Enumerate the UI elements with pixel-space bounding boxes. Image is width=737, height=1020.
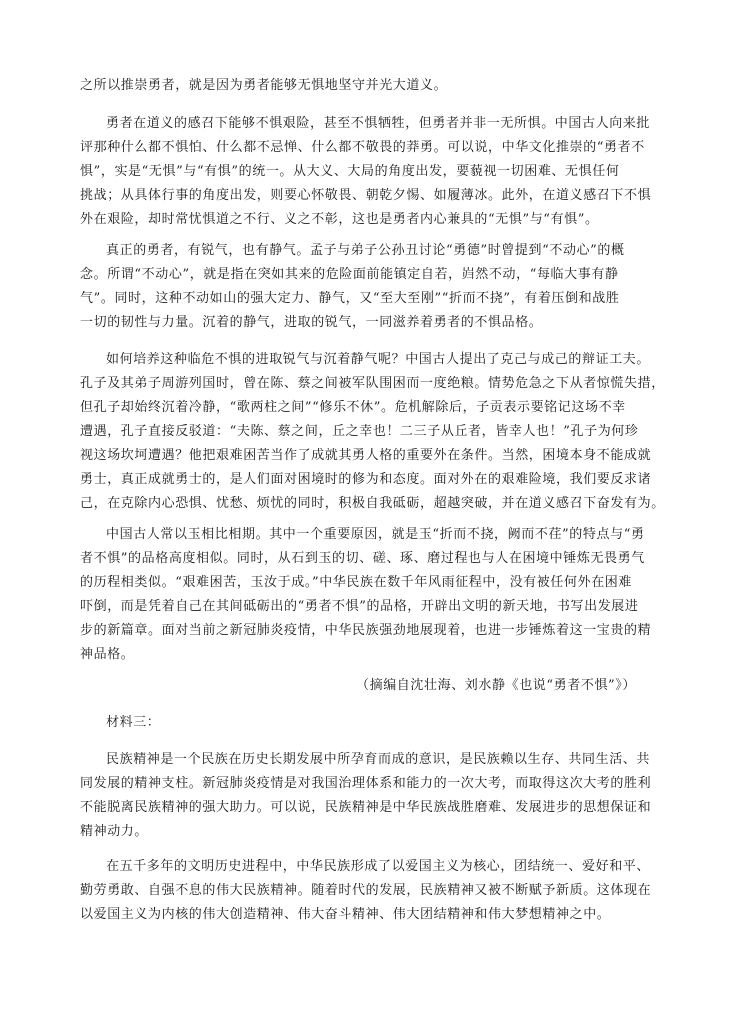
text-line: 一切的韧性与力量。沉着的静气，进取的锐气，一同滋养着勇者的不惧品格。 <box>80 315 543 330</box>
text-line: 之所以推崇勇者，就是因为勇者能够无惧地坚守并光大道义。 <box>80 78 448 93</box>
text-line: 勇士，真正成就勇士的，是人们面对困境时的修为和态度。面对外在的艰难险境，我们要反求诸 <box>80 472 652 487</box>
text-line: 精神动力。 <box>80 824 149 839</box>
text-line: 己，在克除内心恐惧、忧愁、烦忧的同时，积极自我砥砺，超越突破，并在道义感召下奋发有为。 <box>80 496 665 511</box>
text-line: 民族精神是一个民族在历史长期发展中所孕育而成的意识，是民族赖以生存、共同生活、共 <box>106 752 651 767</box>
text-line: 不能脱离民族精神的强大助力。可以说，民族精神是中华民族战胜磨难、发展进步的思想保证和 <box>80 800 652 815</box>
text-line: 念。所谓“不动心”，就是指在突如其来的危险面前能镇定自若，岿然不动，“每临大事有静 <box>80 267 619 282</box>
text-line: 真正的勇者，有锐气，也有静气。孟子与弟子公孙丑讨论“勇德”时曾提到“不动心”的概 <box>106 243 625 258</box>
text-line: 视这场坎坷遭遇？他把艰难困苦当作了成就其勇人格的重要外在条件。当然，困境本身不能成就 <box>80 448 652 463</box>
text-line: 勇者在道义的感召下能够不惧艰险，甚至不惧牺牲，但勇者并非一无所惧。中国古人向来批 <box>106 116 651 131</box>
text-line: 但孔子却始终沉着冷静，“歌两柱之间”“修乐不休”。危机解除后，子贡表示要铭记这场不幸 <box>80 400 626 415</box>
text-line: 的历程相类似。“艰难困苦，玉汝于成。”中华民族在数千年风雨征程中，没有被任何外在困难 <box>80 575 632 590</box>
text-line: 在五千多年的文明历史进程中，中华民族形成了以爱国主义为核心，团结统一、爱好和平、 <box>106 859 651 874</box>
text-line: 神品格。 <box>80 647 135 662</box>
source-citation: （摘编自沈壮海、刘水静《也说“勇者不惧”》） <box>356 678 636 693</box>
text-line: 中国古人常以玉相比相期。其中一个重要原因，就是玉“折而不挠，阙而不荏”的特点与“勇 <box>106 527 645 542</box>
text-line: 勤劳勇敢、自强不息的伟大民族精神。随着时代的发展，民族精神又被不断赋予新质。这体现在 <box>80 883 652 898</box>
section-heading: 材料三： <box>106 715 161 730</box>
text-line: 步的新篇章。面对当前之新冠肺炎疫情，中华民族强劲地展现着，也进一步锤炼着这一宝贵的精 <box>80 623 652 638</box>
text-line: 遭遇，孔子直接反驳道：“夫陈、蔡之间，丘之幸也！二三子从丘者，皆幸人也！”孔子为何珍 <box>80 424 639 439</box>
text-line: 外在艰险，却时常忧惧道之不行、义之不彰，这也是勇者内心兼具的“无惧”与“有惧”。 <box>80 212 599 227</box>
text-line: 气”。同时，这种不动如山的强大定力、静气，又“至大至刚”“折而不挠”，有着压倒和战胜 <box>80 291 620 306</box>
text-line: 孔子及其弟子周游列国时，曾在陈、蔡之间被军队围困而一度绝粮。情势危急之下从者惊慌失措， <box>80 376 665 391</box>
text-line: 者不惧”的品格高度相似。同时，从石到玉的切、磋、琢、磨过程也与人在困境中锤炼无畏勇气 <box>80 551 645 566</box>
text-line: 如何培养这种临危不惧的进取锐气与沉着静气呢？中国古人提出了克己与成己的辩证工夫。 <box>106 352 651 367</box>
text-line: 同发展的精神支柱。新冠肺炎疫情是对我国治理体系和能力的一次大考，而取得这次大考的胜利 <box>80 776 652 791</box>
text-line: 评那种什么都不惧怕、什么都不忌惮、什么都不敬畏的莽勇。可以说，中华文化推崇的“勇者不 <box>80 140 645 155</box>
text-line: 挑战；从具体行事的角度出发，则要心怀敬畏、朝乾夕惕、如履薄冰。此外，在道义感召下不惧 <box>80 188 652 203</box>
text-line: 惧”，实是“无惧”与“有惧”的统一。从大义、大局的角度出发，要藐视一切困难、无惧任何 <box>80 164 620 179</box>
text-line: 吓倒，而是凭着自己在其间砥砺出的“勇者不惧”的品格，开辟出文明的新天地，书写出发展进 <box>80 599 639 614</box>
text-line: 以爱国主义为内核的伟大创造精神、伟大奋斗精神、伟大团结精神和伟大梦想精神之中。 <box>80 907 611 922</box>
